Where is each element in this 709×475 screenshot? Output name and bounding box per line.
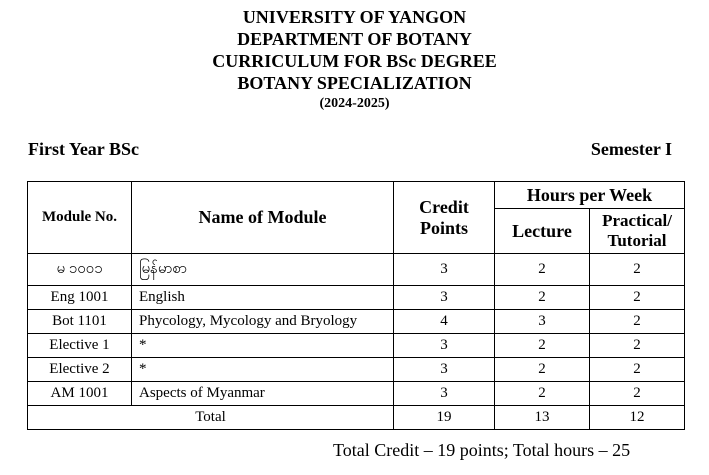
specialization-title: BOTANY SPECIALIZATION bbox=[237, 73, 472, 93]
table-row bbox=[28, 334, 685, 358]
cell-module-no: Eng 1001 bbox=[28, 286, 132, 310]
cell-practical: 2 bbox=[590, 254, 685, 286]
year-label: First Year BSc bbox=[28, 139, 139, 159]
cell-lecture: 2 bbox=[495, 382, 590, 406]
cell-module-name: English bbox=[132, 286, 394, 310]
semester-label: Semester I bbox=[590, 139, 672, 159]
header-module-no: Module No. bbox=[28, 182, 132, 254]
cell-module-name: * bbox=[132, 334, 394, 358]
cell-lecture: 2 bbox=[495, 254, 590, 286]
cell-practical: 2 bbox=[590, 286, 685, 310]
cell-module-name: * bbox=[132, 358, 394, 382]
total-lecture: 13 bbox=[495, 406, 590, 430]
cell-credit: 4 bbox=[394, 310, 495, 334]
cell-practical: 2 bbox=[590, 334, 685, 358]
header-lecture: Lecture bbox=[495, 209, 590, 254]
curriculum-title: CURRICULUM FOR BSc DEGREE bbox=[212, 51, 497, 71]
cell-module-no: AM 1001 bbox=[28, 382, 132, 406]
cell-practical: 2 bbox=[590, 382, 685, 406]
cell-module-no: Elective 2 bbox=[28, 358, 132, 382]
header-practical-line1: Practical/ bbox=[602, 211, 672, 230]
cell-module-name: Aspects of Myanmar bbox=[132, 382, 394, 406]
cell-credit: 3 bbox=[394, 254, 495, 286]
table-row bbox=[28, 286, 685, 310]
cell-module-no: မ ၁၀၀၁ bbox=[28, 254, 132, 286]
table-row bbox=[28, 254, 685, 286]
header-hours-per-week: Hours per Week bbox=[495, 182, 685, 209]
header-practical-line2: Tutorial bbox=[607, 231, 667, 250]
table-row bbox=[28, 310, 685, 334]
cell-module-name: မြန်မာစာ bbox=[132, 254, 394, 286]
cell-lecture: 2 bbox=[495, 334, 590, 358]
totals-summary: Total Credit – 19 points; Total hours – 25 bbox=[333, 440, 631, 460]
total-row bbox=[28, 406, 685, 430]
total-label: Total bbox=[28, 406, 394, 430]
cell-lecture: 2 bbox=[495, 358, 590, 382]
university-title: UNIVERSITY OF YANGON bbox=[242, 7, 467, 27]
cell-practical: 2 bbox=[590, 310, 685, 334]
cell-credit: 3 bbox=[394, 286, 495, 310]
total-practical: 12 bbox=[590, 406, 685, 430]
header-practical bbox=[590, 209, 685, 254]
header-credit-line2: Points bbox=[419, 217, 468, 238]
cell-module-no: Elective 1 bbox=[28, 334, 132, 358]
cell-module-no: Bot 1101 bbox=[28, 310, 132, 334]
total-credit: 19 bbox=[394, 406, 495, 430]
cell-credit: 3 bbox=[394, 334, 495, 358]
table-row bbox=[28, 382, 685, 406]
header-credit-points bbox=[394, 182, 495, 254]
department-title: DEPARTMENT OF BOTANY bbox=[237, 29, 472, 49]
table-row bbox=[28, 358, 685, 382]
cell-module-name: Phycology, Mycology and Bryology bbox=[132, 310, 394, 334]
curriculum-table bbox=[27, 181, 685, 430]
document-header bbox=[0, 6, 709, 114]
cell-practical: 2 bbox=[590, 358, 685, 382]
cell-credit: 3 bbox=[394, 358, 495, 382]
header-module-name: Name of Module bbox=[132, 182, 394, 254]
header-credit-line1: Credit bbox=[419, 196, 469, 217]
academic-years: (2024-2025) bbox=[319, 96, 390, 111]
cell-credit: 3 bbox=[394, 382, 495, 406]
cell-lecture: 3 bbox=[495, 310, 590, 334]
cell-lecture: 2 bbox=[495, 286, 590, 310]
